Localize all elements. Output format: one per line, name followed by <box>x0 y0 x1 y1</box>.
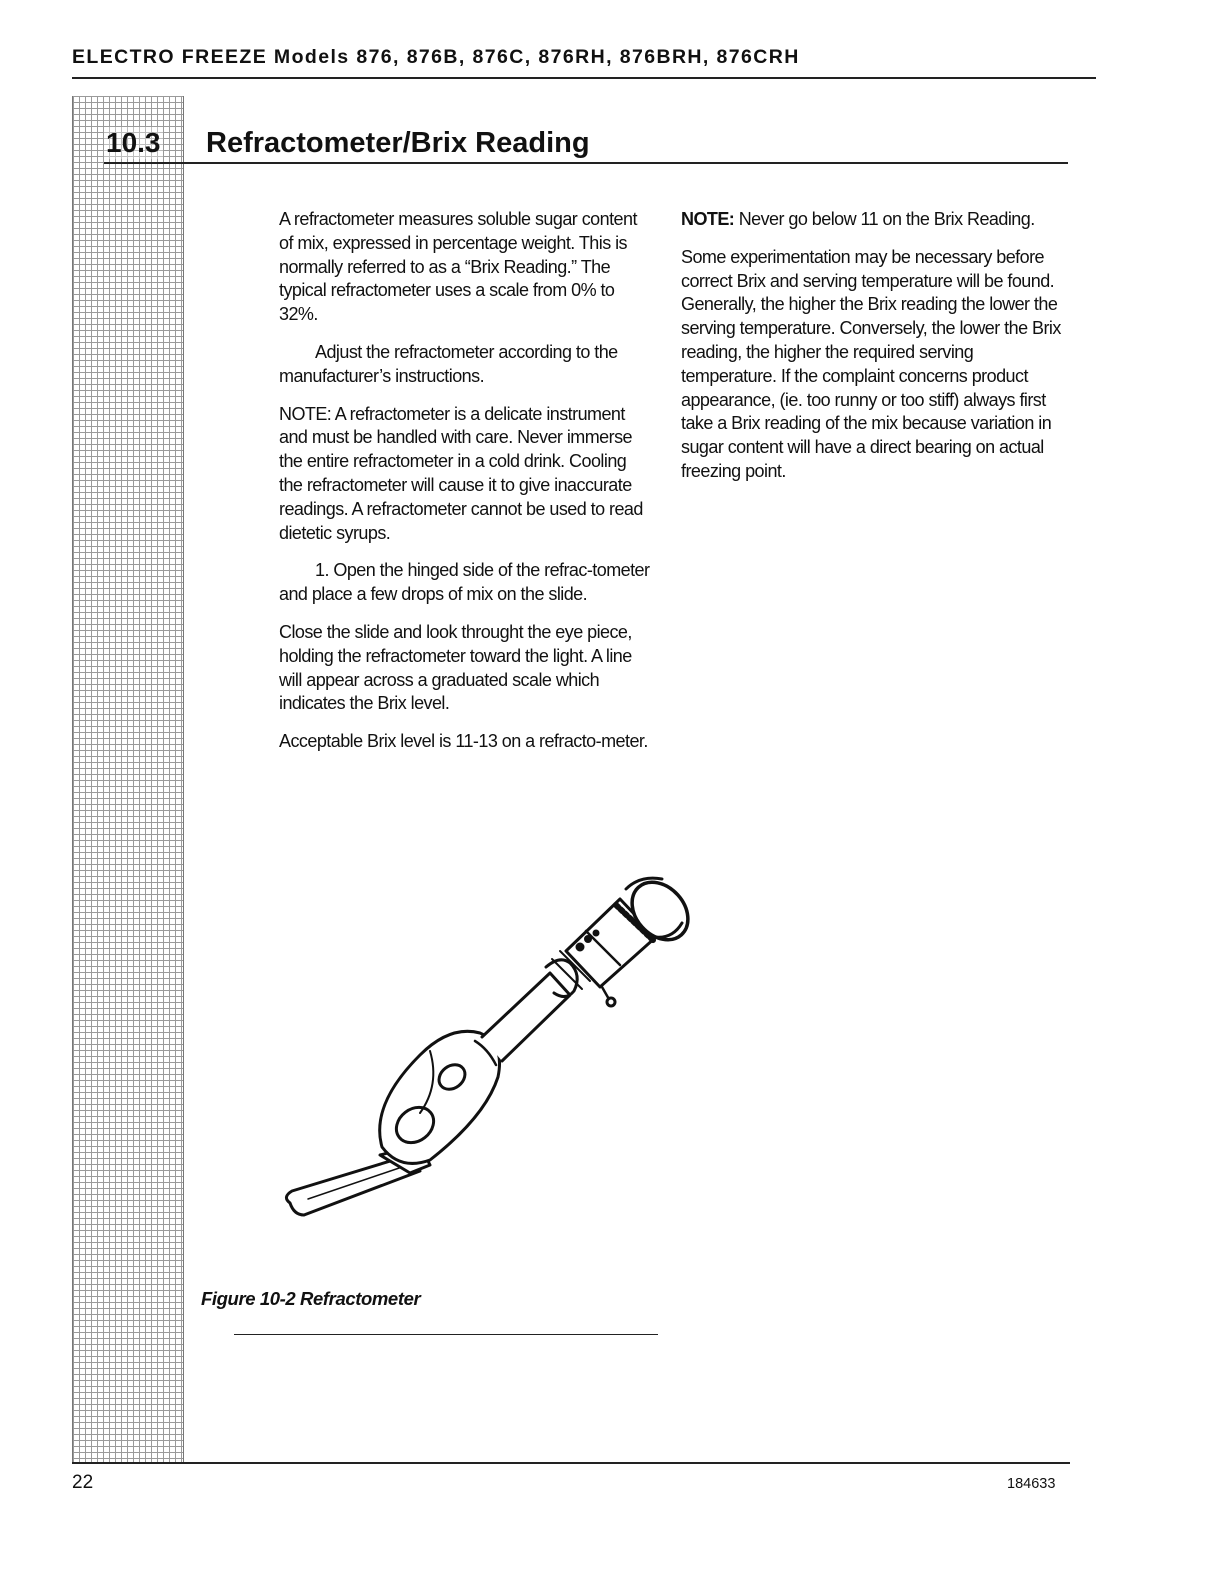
section-rule <box>104 162 1068 164</box>
paragraph-note-brix <box>681 208 1061 232</box>
note-label: NOTE: <box>681 209 735 229</box>
document-number: 184633 <box>1007 1476 1056 1492</box>
left-column <box>279 208 654 768</box>
right-column <box>681 208 1061 498</box>
footer-rule <box>72 1462 1070 1464</box>
refractometer-illustration <box>270 855 700 1235</box>
section-title: Refractometer/Brix Reading <box>206 127 590 159</box>
paragraph-step-1: 1. Open the hinged side of the refrac-tometer and place a few drops of mix on the slide. <box>279 560 650 605</box>
paragraph-refractometer-intro: A refractometer measures soluble sugar content of mix, expressed in percentage weight. This is normally referred to as a “Brix Reading.” The typical refractometer uses a scale from 0% to 32%. <box>279 209 637 325</box>
page-number: 22 <box>72 1472 94 1493</box>
header-rule <box>72 77 1096 79</box>
grid-margin-strip <box>72 96 184 1462</box>
figure-rule <box>234 1334 658 1335</box>
paragraph-experimentation: Some experimentation may be necessary before correct Brix and serving temperature will be found. Generally, the higher the Brix reading the lower the serving temperature. Conversely, the lower the Brix reading, the higher the required serving temperature. If the complaint concerns product appearance, (ie. too runny or too stiff) always first take a Brix reading of the mix because variation in sugar content will have a direct bearing on actual freezing point. <box>681 246 1061 481</box>
paragraph-acceptable-level: Acceptable Brix level is 11-13 on a refracto-meter. <box>279 731 648 752</box>
section-number: 10.3 <box>106 127 161 158</box>
paragraph-adjust: Adjust the refractometer according to the manufacturer’s instructions. <box>279 341 618 386</box>
paragraph-note-delicate: NOTE: A refractometer is a delicate instrument and must be handled with care. Never immerse the entire refractometer in a cold drink. Cooling the refractometer will cause it to give inaccurate readings. A refractometer cannot be used to read dietetic syrups. <box>279 403 643 543</box>
figure-caption: Figure 10-2 Refractometer <box>201 1288 421 1309</box>
running-header: ELECTRO FREEZE Models 876, 876B, 876C, 876RH, 876BRH, 876CRH <box>72 46 800 68</box>
paragraph-close-slide: Close the slide and look throught the eye piece, holding the refractometer toward the light. A line will appear across a graduated scale which indicates the Brix level. <box>279 621 632 714</box>
note-text: Never go below 11 on the Brix Reading. <box>734 209 1035 229</box>
